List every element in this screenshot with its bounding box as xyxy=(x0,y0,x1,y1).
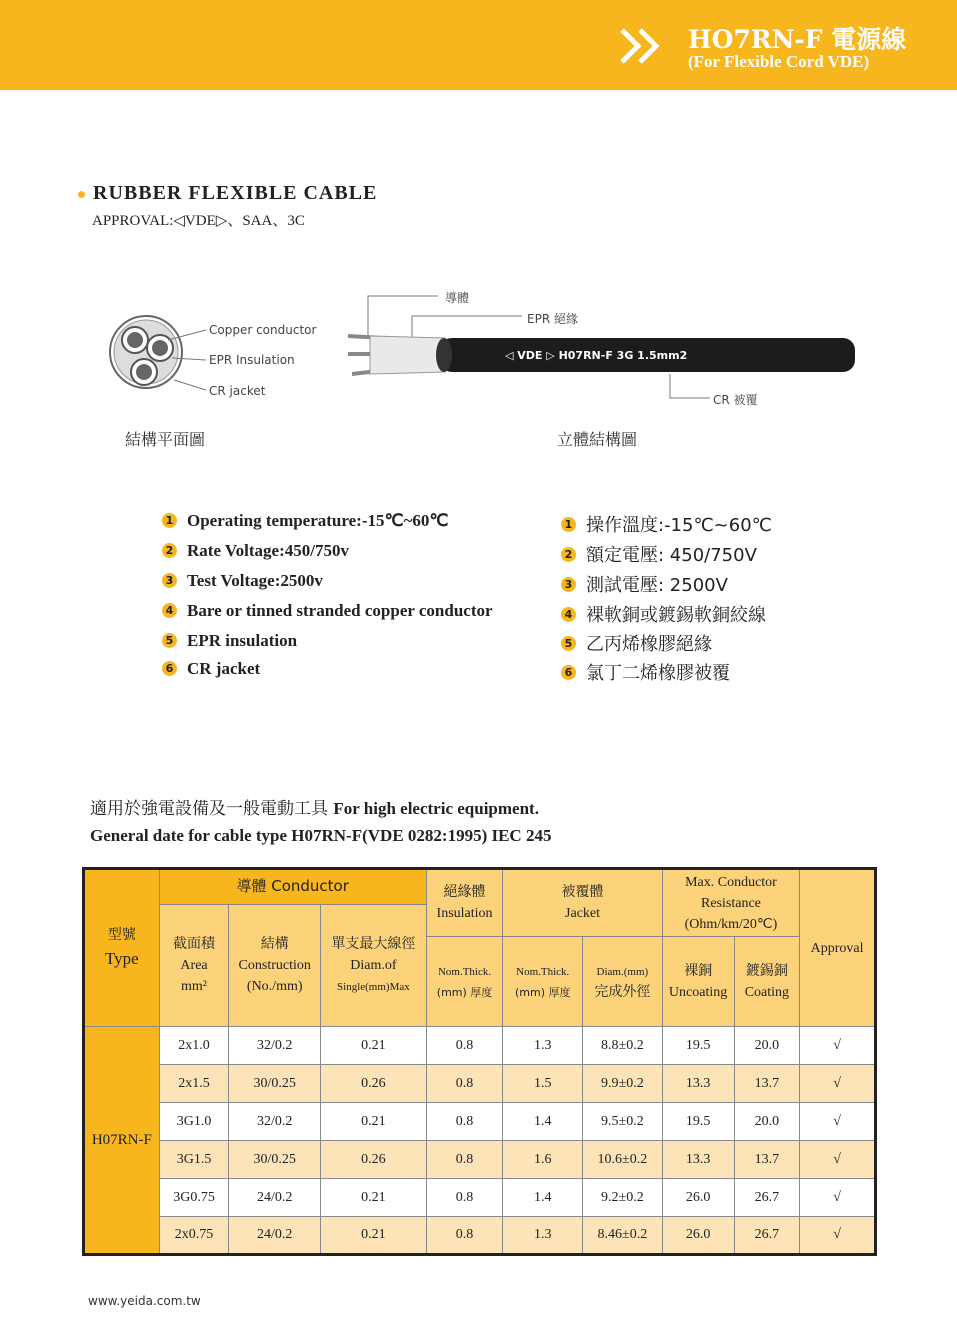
table-cell: 0.8 xyxy=(426,1103,503,1141)
number-badge-icon: 1 xyxy=(561,517,576,532)
table-cell: 24/0.2 xyxy=(229,1179,321,1217)
feature-text: 裸軟銅或鍍錫軟銅絞線 xyxy=(586,605,766,626)
label-copper-conductor: Copper conductor xyxy=(209,323,317,337)
feature-text: 操作溫度:-15℃~60℃ xyxy=(586,515,772,536)
double-chevron-icon xyxy=(618,26,664,66)
header-jacket: 被覆體 Jacket xyxy=(503,869,662,937)
table-cell: 1.6 xyxy=(503,1141,583,1179)
table-cell: 0.26 xyxy=(321,1065,427,1103)
table-cell: 1.5 xyxy=(503,1065,583,1103)
table-cell: 8.8±0.2 xyxy=(583,1027,663,1065)
header-construction: 結構 Construction (No./mm) xyxy=(229,905,321,1027)
table-cell: 0.8 xyxy=(426,1141,503,1179)
table-cell: 30/0.25 xyxy=(229,1141,321,1179)
table-cell: 0.21 xyxy=(321,1027,427,1065)
header-conductor: 導體 Conductor xyxy=(159,869,426,905)
table-cell: 19.5 xyxy=(662,1103,734,1141)
table-cell: 0.8 xyxy=(426,1065,503,1103)
feature-zh-6 xyxy=(561,659,730,685)
feature-zh-5 xyxy=(561,630,712,656)
number-badge-icon: 3 xyxy=(162,573,177,588)
approval-text: APPROVAL:◁VDE▷、SAA、3C xyxy=(92,213,305,229)
feature-text: 氯丁二烯橡膠被覆 xyxy=(586,663,730,684)
table-cell: 9.9±0.2 xyxy=(583,1065,663,1103)
table-cell: 2x1.0 xyxy=(159,1027,229,1065)
section-title-text: RUBBER FLEXIBLE CABLE xyxy=(93,182,378,204)
table-cell: 26.0 xyxy=(662,1217,734,1255)
header-area: 截面積 Area mm² xyxy=(159,905,229,1027)
label-epr-insulation: EPR Insulation xyxy=(209,353,295,367)
feature-zh-2 xyxy=(561,541,757,567)
label-cr-jacket: CR jacket xyxy=(209,384,266,398)
table-cell: 0.21 xyxy=(321,1179,427,1217)
general-line: General date for cable type H07RN-F(VDE 0282:1995) IEC 245 xyxy=(90,826,552,845)
table-cell: 1.4 xyxy=(503,1179,583,1217)
table-cell: 3G1.5 xyxy=(159,1141,229,1179)
table-row xyxy=(84,1027,876,1065)
table-cell: 2x1.5 xyxy=(159,1065,229,1103)
header-banner xyxy=(0,0,957,90)
table-cell: 9.5±0.2 xyxy=(583,1103,663,1141)
table-cell: 0.8 xyxy=(426,1179,503,1217)
table-cell: 13.3 xyxy=(662,1141,734,1179)
table-cell: 24/0.2 xyxy=(229,1217,321,1255)
feature-text: Operating temperature:-15℃~60℃ xyxy=(187,511,449,530)
table-cell: 0.26 xyxy=(321,1141,427,1179)
table-cell: 2x0.75 xyxy=(159,1217,229,1255)
table-cell: √ xyxy=(800,1065,876,1103)
feature-en-1 xyxy=(162,511,449,531)
section-title xyxy=(78,182,377,205)
number-badge-icon: 2 xyxy=(561,547,576,562)
number-badge-icon: 2 xyxy=(162,543,177,558)
table-cell: 20.0 xyxy=(734,1103,800,1141)
table-row xyxy=(84,1103,876,1141)
number-badge-icon: 6 xyxy=(561,665,576,680)
header-ins-thick: Nom.Thick. (mm) 厚度 xyxy=(426,937,503,1027)
table-cell: 26.7 xyxy=(734,1179,800,1217)
header-insulation: 絕緣體 Insulation xyxy=(426,869,503,937)
table-cell: 9.2±0.2 xyxy=(583,1179,663,1217)
table-cell: 1.3 xyxy=(503,1217,583,1255)
feature-text: 乙丙烯橡膠絕緣 xyxy=(586,634,712,655)
usage-zh: 適用於強電設備及一般電動工具 xyxy=(90,799,328,819)
feature-en-2 xyxy=(162,541,349,561)
feature-zh-4 xyxy=(561,601,766,627)
feature-zh-3 xyxy=(561,571,728,597)
usage-line xyxy=(90,794,539,819)
feature-text: Rate Voltage:450/750v xyxy=(187,541,349,560)
table-cell: 13.7 xyxy=(734,1065,800,1103)
number-badge-icon: 1 xyxy=(162,513,177,528)
table-row xyxy=(84,1179,876,1217)
table-cell: 32/0.2 xyxy=(229,1027,321,1065)
table-cell: 10.6±0.2 xyxy=(583,1141,663,1179)
cable-print-text: ◁ VDE ▷ H07RN-F 3G 1.5mm2 xyxy=(505,349,688,362)
number-badge-icon: 6 xyxy=(162,661,177,676)
table-cell: 0.8 xyxy=(426,1027,503,1065)
feature-text: 測試電壓: 2500V xyxy=(586,575,728,596)
header-resistance: Max. Conductor Resistance (Ohm/km/20℃) xyxy=(662,869,800,937)
table-cell: 26.7 xyxy=(734,1217,800,1255)
number-badge-icon: 3 xyxy=(561,577,576,592)
number-badge-icon: 4 xyxy=(561,607,576,622)
table-cell: √ xyxy=(800,1027,876,1065)
table-cell: 3G0.75 xyxy=(159,1179,229,1217)
feature-en-3 xyxy=(162,571,323,591)
table-cell: 8.46±0.2 xyxy=(583,1217,663,1255)
table-row xyxy=(84,1141,876,1179)
table-cell: 0.21 xyxy=(321,1217,427,1255)
table-cell: 1.4 xyxy=(503,1103,583,1141)
table-cell: 20.0 xyxy=(734,1027,800,1065)
header-coating: 鍍錫銅 Coating xyxy=(734,937,800,1027)
table-cell: 1.3 xyxy=(503,1027,583,1065)
table-cell: 13.3 xyxy=(662,1065,734,1103)
header-type: 型號 Type xyxy=(84,869,160,1027)
cable-3d-diagram xyxy=(340,286,870,416)
label-jacket-zh: CR 被覆 xyxy=(713,393,758,407)
feature-en-6 xyxy=(162,659,260,679)
cable-3d-caption: 立體結構圖 xyxy=(557,430,638,449)
table-cell: 0.8 xyxy=(426,1217,503,1255)
feature-text: Test Voltage:2500v xyxy=(187,571,323,590)
table-cell: 26.0 xyxy=(662,1179,734,1217)
spec-table xyxy=(82,867,877,1256)
cross-section-caption: 結構平面圖 xyxy=(125,430,206,449)
number-badge-icon: 4 xyxy=(162,603,177,618)
table-cell: 32/0.2 xyxy=(229,1103,321,1141)
feature-zh-1 xyxy=(561,511,772,537)
feature-en-4 xyxy=(162,601,493,621)
footer-url: www.yeida.com.tw xyxy=(88,1294,201,1308)
table-cell: 19.5 xyxy=(662,1027,734,1065)
feature-text: 額定電壓: 450/750V xyxy=(586,545,757,566)
header-jac-diam: Diam.(mm) 完成外徑 xyxy=(583,937,663,1027)
table-row xyxy=(84,1217,876,1255)
table-cell: √ xyxy=(800,1179,876,1217)
table-cell: 30/0.25 xyxy=(229,1065,321,1103)
feature-text: EPR insulation xyxy=(187,631,298,650)
table-cell: √ xyxy=(800,1103,876,1141)
feature-text: CR jacket xyxy=(187,659,261,678)
table-cell: 0.21 xyxy=(321,1103,427,1141)
table-cell: √ xyxy=(800,1141,876,1179)
page-title: HO7RN-F 電源線 xyxy=(688,25,907,54)
table-cell: √ xyxy=(800,1217,876,1255)
number-badge-icon: 5 xyxy=(162,633,177,648)
header-jac-thick: Nom.Thick. (mm) 厚度 xyxy=(503,937,583,1027)
label-conductor-zh: 導體 xyxy=(445,291,470,305)
table-row xyxy=(84,1065,876,1103)
number-badge-icon: 5 xyxy=(561,636,576,651)
table-cell: 13.7 xyxy=(734,1141,800,1179)
usage-en: For high electric equipment. xyxy=(333,799,539,818)
table-cell: 3G1.0 xyxy=(159,1103,229,1141)
label-insulation-zh: EPR 絕緣 xyxy=(527,312,578,326)
header-approval: Approval xyxy=(800,869,876,1027)
bullet-dot-icon xyxy=(78,191,85,198)
page-subtitle: (For Flexible Cord VDE) xyxy=(688,52,870,71)
header-diam: 單支最大線徑 Diam.of Single(mm)Max xyxy=(321,905,427,1027)
header-uncoating: 裸銅 Uncoating xyxy=(662,937,734,1027)
feature-en-5 xyxy=(162,631,297,651)
type-cell: H07RN-F xyxy=(84,1027,160,1255)
feature-text: Bare or tinned stranded copper conductor xyxy=(187,601,493,620)
